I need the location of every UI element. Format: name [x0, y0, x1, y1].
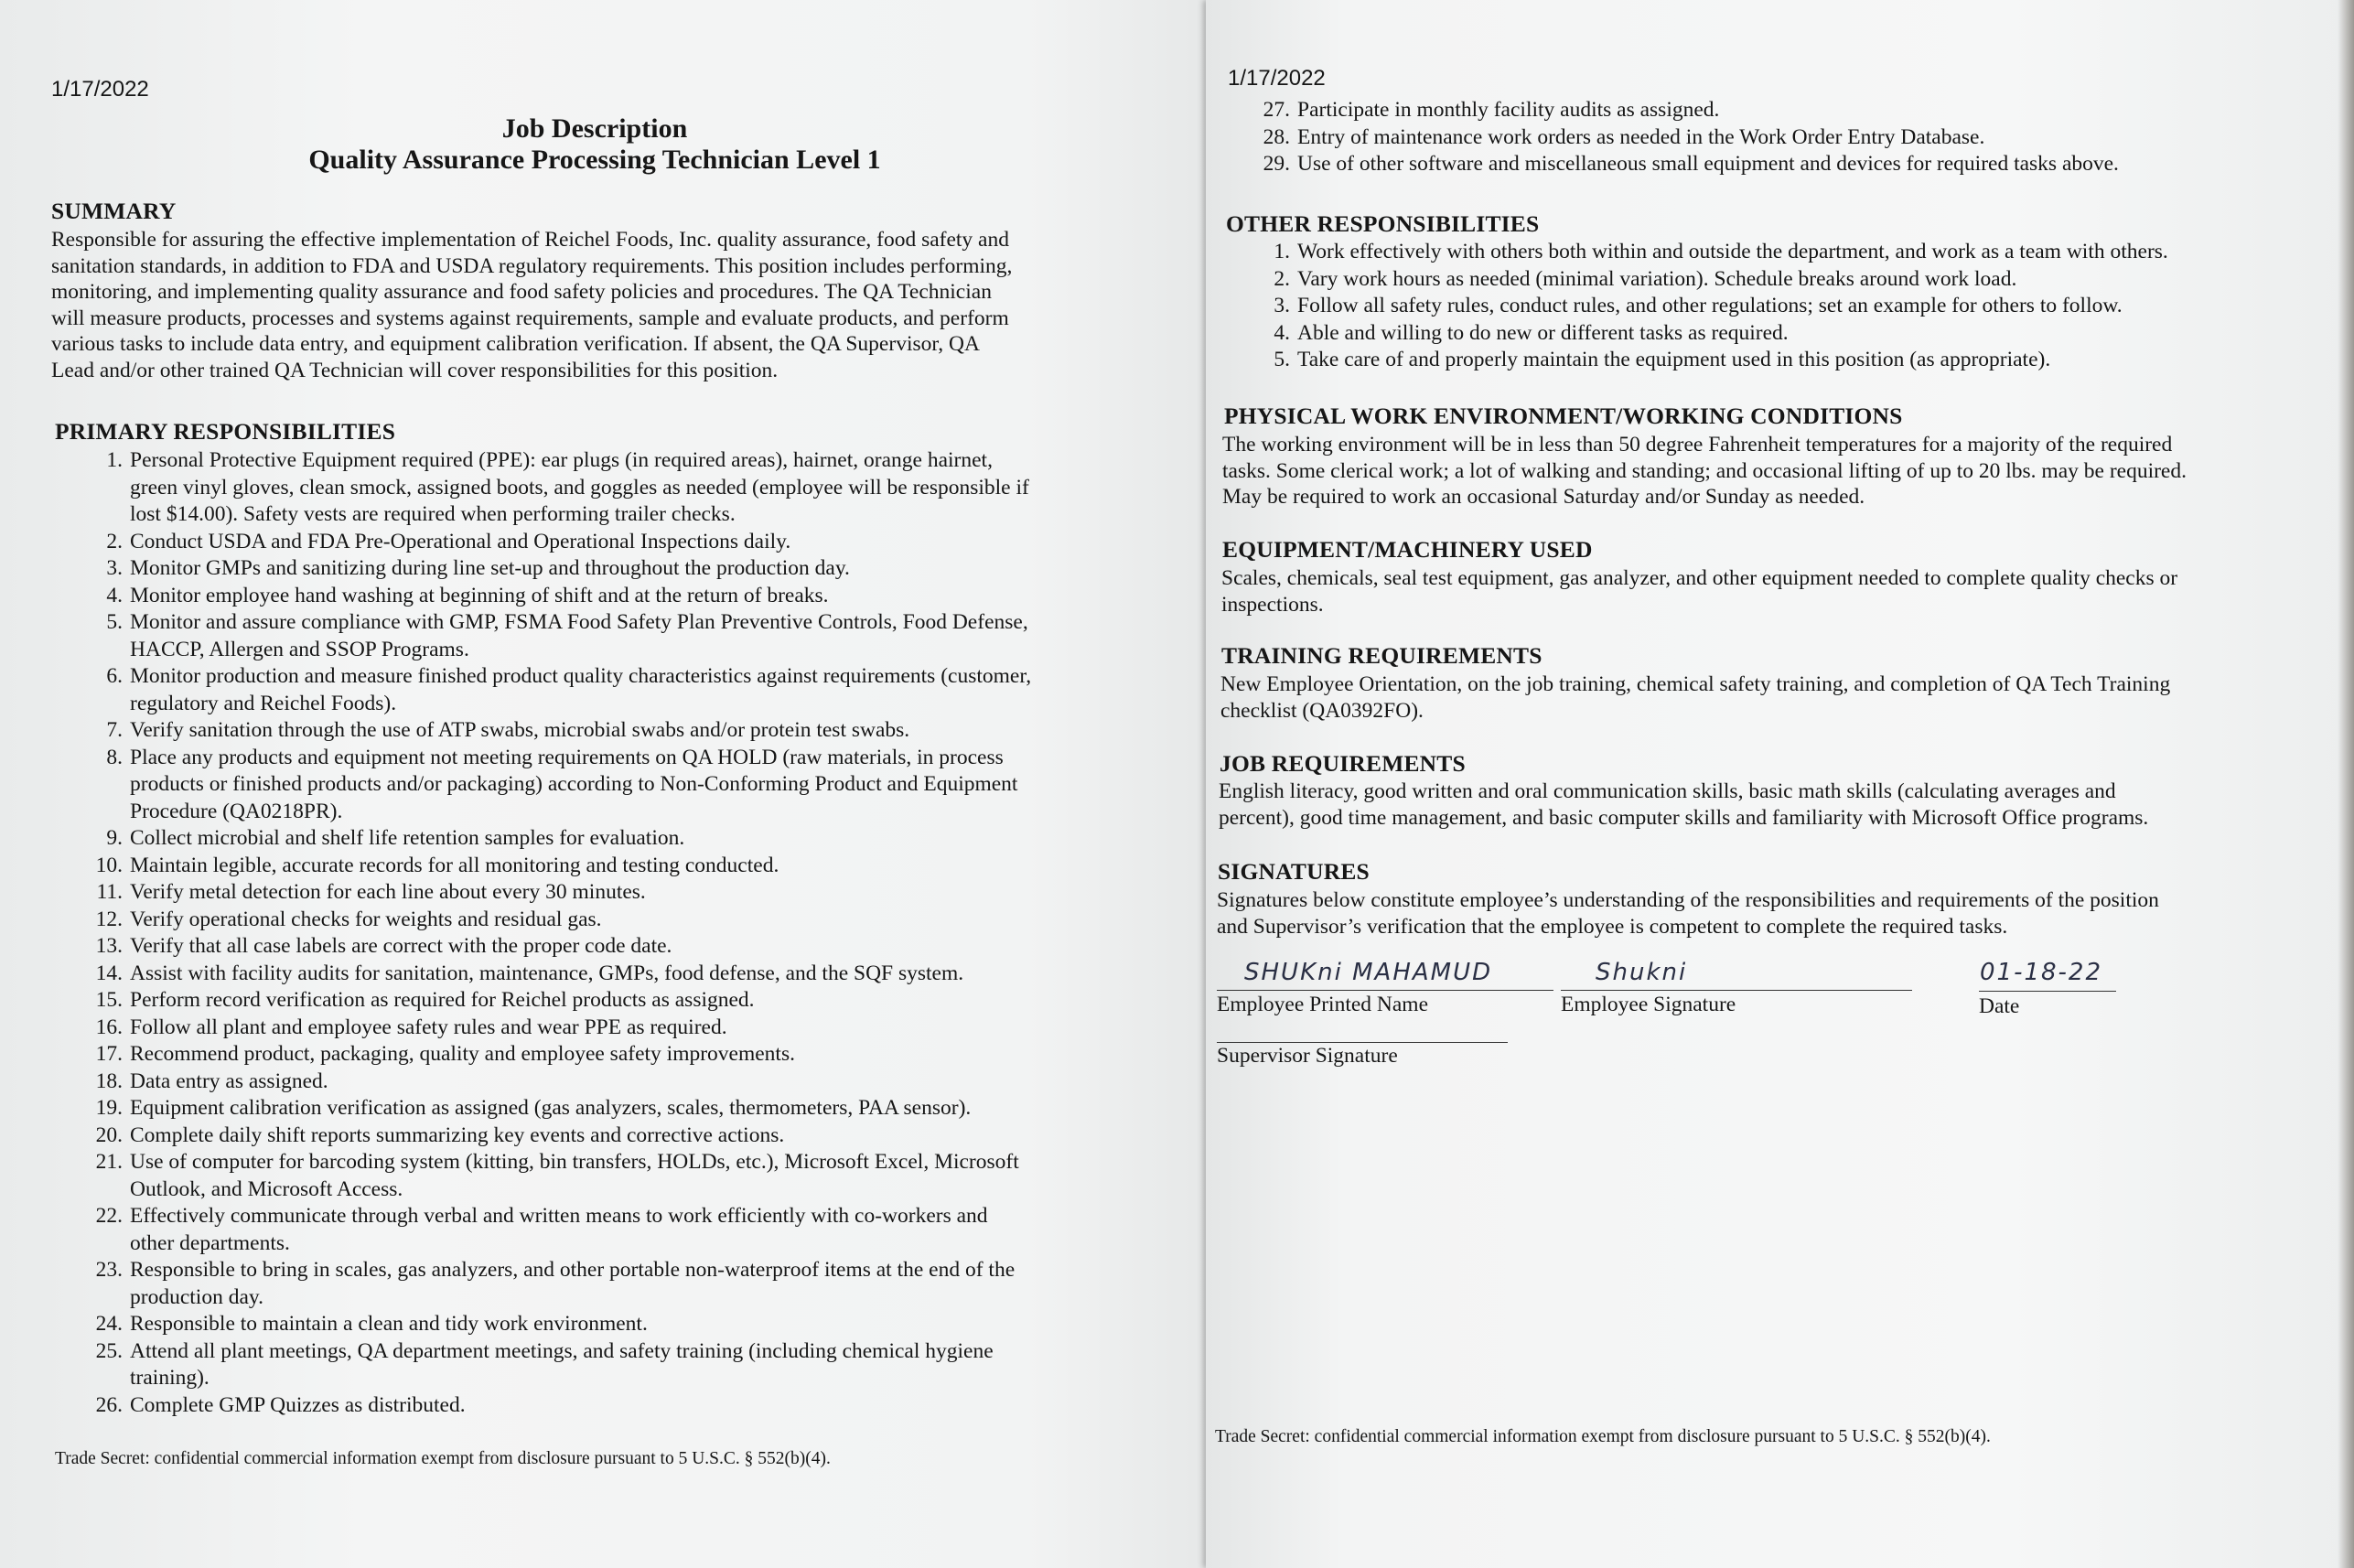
list-item-number: 29. — [1263, 152, 1290, 176]
list-item — [1274, 293, 2168, 320]
list-item-number: 19. — [95, 1096, 123, 1120]
text-line: Responsible for assuring the effective implementation of Reichel Foods, Inc. quality assurance, food safety and — [51, 228, 1009, 252]
list-item — [106, 555, 1031, 583]
page-date: 1/17/2022 — [1228, 66, 1326, 91]
job-requirements-text — [1219, 779, 2148, 831]
physical-environment-heading: PHYSICAL WORK ENVIRONMENT/WORKING CONDITIONS — [1224, 403, 1903, 429]
list-item-text: Effectively communicate through verbal and written means to work efficiently with co-workers and — [130, 1204, 988, 1228]
list-item-number: 1. — [106, 448, 123, 472]
list-item — [1263, 151, 2119, 178]
list-item-text: products or finished products and/or packaging) according to Non-Conforming Product and Equipment — [130, 772, 1018, 796]
employee-signature-line — [1561, 990, 1912, 991]
list-item — [106, 825, 1031, 853]
list-item-number: 2. — [106, 529, 123, 553]
list-item — [95, 1122, 1031, 1150]
list-item-number: 8. — [106, 745, 123, 769]
list-item-text: other departments. — [130, 1230, 290, 1255]
list-item-text: Verify that all case labels are correct with the proper code date. — [130, 934, 672, 958]
list-item — [95, 933, 1031, 961]
list-item-text: Use of other software and miscellaneous small equipment and devices for required tasks above. — [1297, 152, 2119, 176]
other-responsibilities-heading: OTHER RESPONSIBILITIES — [1226, 210, 1540, 237]
list-item-number: 5. — [1274, 348, 1290, 371]
list-item — [95, 1203, 1031, 1257]
list-item-text: Vary work hours as needed (minimal variation). Schedule breaks around work load. — [1297, 266, 2017, 291]
list-item-text: lost $14.00). Safety vests are required when performing trailer checks. — [130, 502, 736, 526]
list-item-number: 3. — [106, 556, 123, 580]
text-line: Signatures below constitute employee’s understanding of the responsibilities and requirements of the position — [1217, 888, 2159, 912]
list-item-number: 3. — [1274, 294, 1290, 317]
text-line: Scales, chemicals, seal test equipment, gas analyzer, and other equipment needed to complete quality checks or — [1221, 566, 2178, 590]
list-item-text: Participate in monthly facility audits as assigned. — [1297, 98, 1720, 122]
document-subtitle: Quality Assurance Processing Technician Level 1 — [308, 145, 881, 175]
list-item-text: Follow all safety rules, conduct rules, and other regulations; set an example for others to follow. — [1297, 294, 2123, 317]
training-text — [1220, 671, 2170, 724]
document-title: Job Description — [501, 113, 688, 144]
list-item — [1274, 320, 2168, 348]
list-item-number: 16. — [95, 1015, 123, 1039]
list-item-text: Entry of maintenance work orders as needed in the Work Order Entry Database. — [1297, 124, 1985, 149]
list-item-number: 27. — [1263, 98, 1290, 122]
employee-signature-label: Employee Signature — [1561, 993, 1736, 1016]
list-item-number: 21. — [95, 1150, 123, 1174]
list-item-text: Responsible to bring in scales, gas analyzers, and other portable non-waterproof items at the end of the — [130, 1258, 1016, 1282]
list-item — [106, 717, 1031, 745]
list-item — [95, 853, 1031, 880]
supervisor-signature-line — [1217, 1042, 1508, 1043]
list-item-text: Personal Protective Equipment required (PPE): ear plugs (in required areas), hairnet, orange hairnet, — [130, 448, 993, 472]
list-item — [95, 1069, 1031, 1096]
physical-environment-text — [1222, 432, 2187, 510]
list-item-text: Use of computer for barcoding system (kitting, bin transfers, HOLDs, etc.), Microsoft Excel, Microsoft — [130, 1150, 1019, 1174]
right-page — [1206, 0, 2354, 1568]
text-line: and Supervisor’s verification that the employee is competent to complete the required tasks. — [1217, 914, 2008, 939]
list-item-text: Work effectively with others both within and outside the department, and work as a team with others. — [1297, 240, 2168, 263]
list-item — [106, 529, 1031, 556]
list-item-number: 4. — [106, 583, 123, 607]
list-item-number: 7. — [106, 718, 123, 742]
text-line: tasks. Some clerical work; a lot of walking and standing; and occasional lifting of up to 20 lbs. may be required. — [1222, 458, 2187, 483]
text-line: May be required to work an occasional Saturday and/or Sunday as needed. — [1222, 485, 1865, 509]
list-item-text: Verify operational checks for weights and residual gas. — [130, 907, 602, 931]
text-line: inspections. — [1221, 592, 1324, 617]
summary-text — [51, 227, 1012, 383]
text-line: various tasks to include data entry, and equipment calibration verification. If absent, the QA Supervisor, QA — [51, 332, 980, 356]
list-item-text: Take care of and properly maintain the equipment used in this position (as appropriate). — [1297, 348, 2051, 371]
list-item-text: production day. — [130, 1284, 263, 1309]
list-item-number: 15. — [95, 988, 123, 1012]
list-item — [95, 1041, 1031, 1069]
list-item — [95, 1257, 1031, 1311]
equipment-text — [1221, 565, 2177, 618]
list-item — [106, 745, 1031, 826]
list-item-text: Attend all plant meetings, QA department meetings, and safety training (including chemical hygiene — [130, 1338, 994, 1363]
list-item-text: regulatory and Reichel Foods). — [130, 691, 397, 715]
summary-heading: SUMMARY — [51, 198, 177, 224]
list-item — [1274, 347, 2168, 374]
text-line: percent), good time management, and basic computer skills and familiarity with Microsoft Office programs. — [1219, 805, 2149, 830]
list-item-text: Data entry as assigned. — [130, 1069, 328, 1093]
list-item — [95, 907, 1031, 934]
list-item — [1263, 97, 2119, 124]
list-item — [95, 987, 1031, 1015]
list-item-text: Perform record verification as required for Reichel products as assigned. — [130, 988, 755, 1012]
list-item — [95, 1149, 1031, 1203]
list-item-text: Monitor and assure compliance with GMP, FSMA Food Safety Plan Preventive Controls, Food Defense, — [130, 610, 1028, 634]
printed-name-line — [1217, 990, 1553, 991]
list-item-text: Monitor employee hand washing at beginning of shift and at the return of breaks. — [130, 583, 829, 607]
list-item — [106, 663, 1032, 717]
list-item — [96, 879, 1031, 907]
list-item-number: 9. — [106, 826, 123, 850]
list-item — [95, 1338, 1031, 1392]
text-line: will measure products, processes and systems against requirements, sample and evaluate products, and perform — [51, 306, 1009, 330]
list-item-number: 6. — [106, 664, 123, 688]
list-item-text: Maintain legible, accurate records for all monitoring and testing conducted. — [130, 853, 779, 877]
list-item-text: Place any products and equipment not meeting requirements on QA HOLD (raw materials, in process — [130, 745, 1004, 769]
list-item-text: Verify metal detection for each line about every 30 minutes. — [130, 880, 646, 904]
list-item-text: HACCP, Allergen and SSOP Programs. — [130, 637, 469, 661]
list-item-text: Able and willing to do new or different tasks as required. — [1297, 320, 1789, 345]
signatures-text — [1217, 887, 2159, 940]
list-item-number: 13. — [95, 934, 123, 958]
list-item-number: 11. — [96, 880, 123, 904]
trade-secret-footer: Trade Secret: confidential commercial information exempt from disclosure pursuant to 5 U.S.C. § 552(b)(4). — [55, 1449, 831, 1468]
list-item-text: Recommend product, packaging, quality and employee safety improvements. — [130, 1042, 795, 1066]
signatures-heading: SIGNATURES — [1218, 858, 1370, 885]
list-item-number: 14. — [95, 961, 123, 985]
list-item-number: 18. — [95, 1069, 123, 1093]
employee-printed-name-label: Employee Printed Name — [1217, 993, 1429, 1016]
list-item-text: Follow all plant and employee safety rules and wear PPE as required. — [130, 1015, 727, 1039]
other-responsibilities-list — [1274, 239, 2168, 374]
page-date: 1/17/2022 — [51, 77, 149, 102]
date-line — [1979, 991, 2116, 992]
text-line: The working environment will be in less than 50 degree Fahrenheit temperatures for a majority of the required — [1222, 433, 2173, 456]
list-item-number: 4. — [1274, 320, 1290, 345]
list-item — [95, 1095, 1031, 1122]
list-item — [1274, 239, 2168, 266]
list-item-text: Complete daily shift reports summarizing key events and corrective actions. — [130, 1122, 785, 1147]
job-requirements-heading: JOB REQUIREMENTS — [1220, 750, 1466, 777]
list-item-text: Complete GMP Quizzes as distributed. — [130, 1392, 466, 1417]
primary-responsibilities-continued-list — [1263, 97, 2119, 178]
list-item-number: 12. — [95, 907, 123, 931]
text-line: checklist (QA0392FO). — [1220, 698, 1424, 723]
primary-responsibilities-heading: PRIMARY RESPONSIBILITIES — [55, 418, 396, 445]
list-item-number: 28. — [1263, 124, 1290, 149]
list-item-number: 23. — [95, 1258, 123, 1282]
list-item-number: 17. — [95, 1042, 123, 1066]
list-item — [95, 961, 1031, 988]
text-line: Lead and/or other trained QA Technician will cover responsibilities for this position. — [51, 358, 779, 382]
list-item-number: 26. — [95, 1392, 123, 1417]
list-item — [106, 447, 1031, 529]
date-value: 01-18-22 — [1980, 959, 2103, 986]
list-item-text: Equipment calibration verification as assigned (gas analyzers, scales, thermometers, PAA sensor). — [130, 1096, 972, 1120]
list-item-number: 25. — [95, 1338, 123, 1363]
list-item — [95, 1015, 1031, 1042]
list-item-text: Collect microbial and shelf life retention samples for evaluation. — [130, 826, 685, 850]
list-item-number: 22. — [95, 1204, 123, 1228]
list-item-text: Outlook, and Microsoft Access. — [130, 1176, 403, 1201]
list-item — [95, 1311, 1031, 1338]
list-item-text: Monitor GMPs and sanitizing during line set-up and throughout the production day. — [130, 556, 850, 580]
text-line: monitoring, and implementing quality assurance and food safety policies and procedures. The QA Technician — [51, 280, 992, 304]
training-heading: TRAINING REQUIREMENTS — [1221, 642, 1542, 669]
list-item-text: Verify sanitation through the use of ATP swabs, microbial swabs and/or protein test swabs. — [130, 718, 910, 742]
employee-signature-value: Shukni — [1596, 959, 1688, 986]
list-item — [1274, 266, 2168, 294]
list-item-number: 5. — [106, 610, 123, 634]
list-item-number: 10. — [95, 853, 123, 877]
equipment-heading: EQUIPMENT/MACHINERY USED — [1222, 536, 1593, 563]
list-item-text: Responsible to maintain a clean and tidy work environment. — [130, 1312, 648, 1336]
list-item-text: Conduct USDA and FDA Pre-Operational and Operational Inspections daily. — [130, 529, 791, 553]
list-item-text: Procedure (QA0218PR). — [130, 799, 343, 823]
list-item — [106, 609, 1031, 663]
list-item-text: training). — [130, 1366, 210, 1390]
text-line: sanitation standards, in addition to FDA and USDA regulatory requirements. This position includes performing, — [51, 253, 1013, 278]
primary-responsibilities-list — [95, 447, 1032, 1419]
list-item-text: Monitor production and measure finished product quality characteristics against requirements (customer, — [130, 664, 1032, 688]
list-item-number: 2. — [1274, 266, 1290, 291]
date-label: Date — [1979, 994, 2020, 1018]
list-item-number: 20. — [95, 1122, 123, 1147]
list-item — [1263, 124, 2119, 152]
list-item-text: Assist with facility audits for sanitation, maintenance, GMPs, food defense, and the SQF system. — [130, 961, 964, 985]
list-item — [95, 1392, 1031, 1420]
list-item-number: 1. — [1274, 240, 1290, 263]
text-line: English literacy, good written and oral communication skills, basic math skills (calculating averages and — [1219, 779, 2116, 803]
supervisor-signature-label: Supervisor Signature — [1217, 1044, 1398, 1068]
list-item-text: green vinyl gloves, clean smock, assigned boots, and goggles as needed (employee will be responsible if — [130, 475, 1029, 499]
list-item — [106, 583, 1031, 610]
employee-printed-name-value: SHUKni MAHAMUD — [1244, 959, 1493, 986]
trade-secret-footer: Trade Secret: confidential commercial information exempt from disclosure pursuant to 5 U.S.C. § 552(b)(4). — [1215, 1427, 1991, 1446]
list-item-number: 24. — [95, 1312, 123, 1336]
text-line: New Employee Orientation, on the job training, chemical safety training, and completion of QA Tech Training — [1220, 672, 2171, 696]
